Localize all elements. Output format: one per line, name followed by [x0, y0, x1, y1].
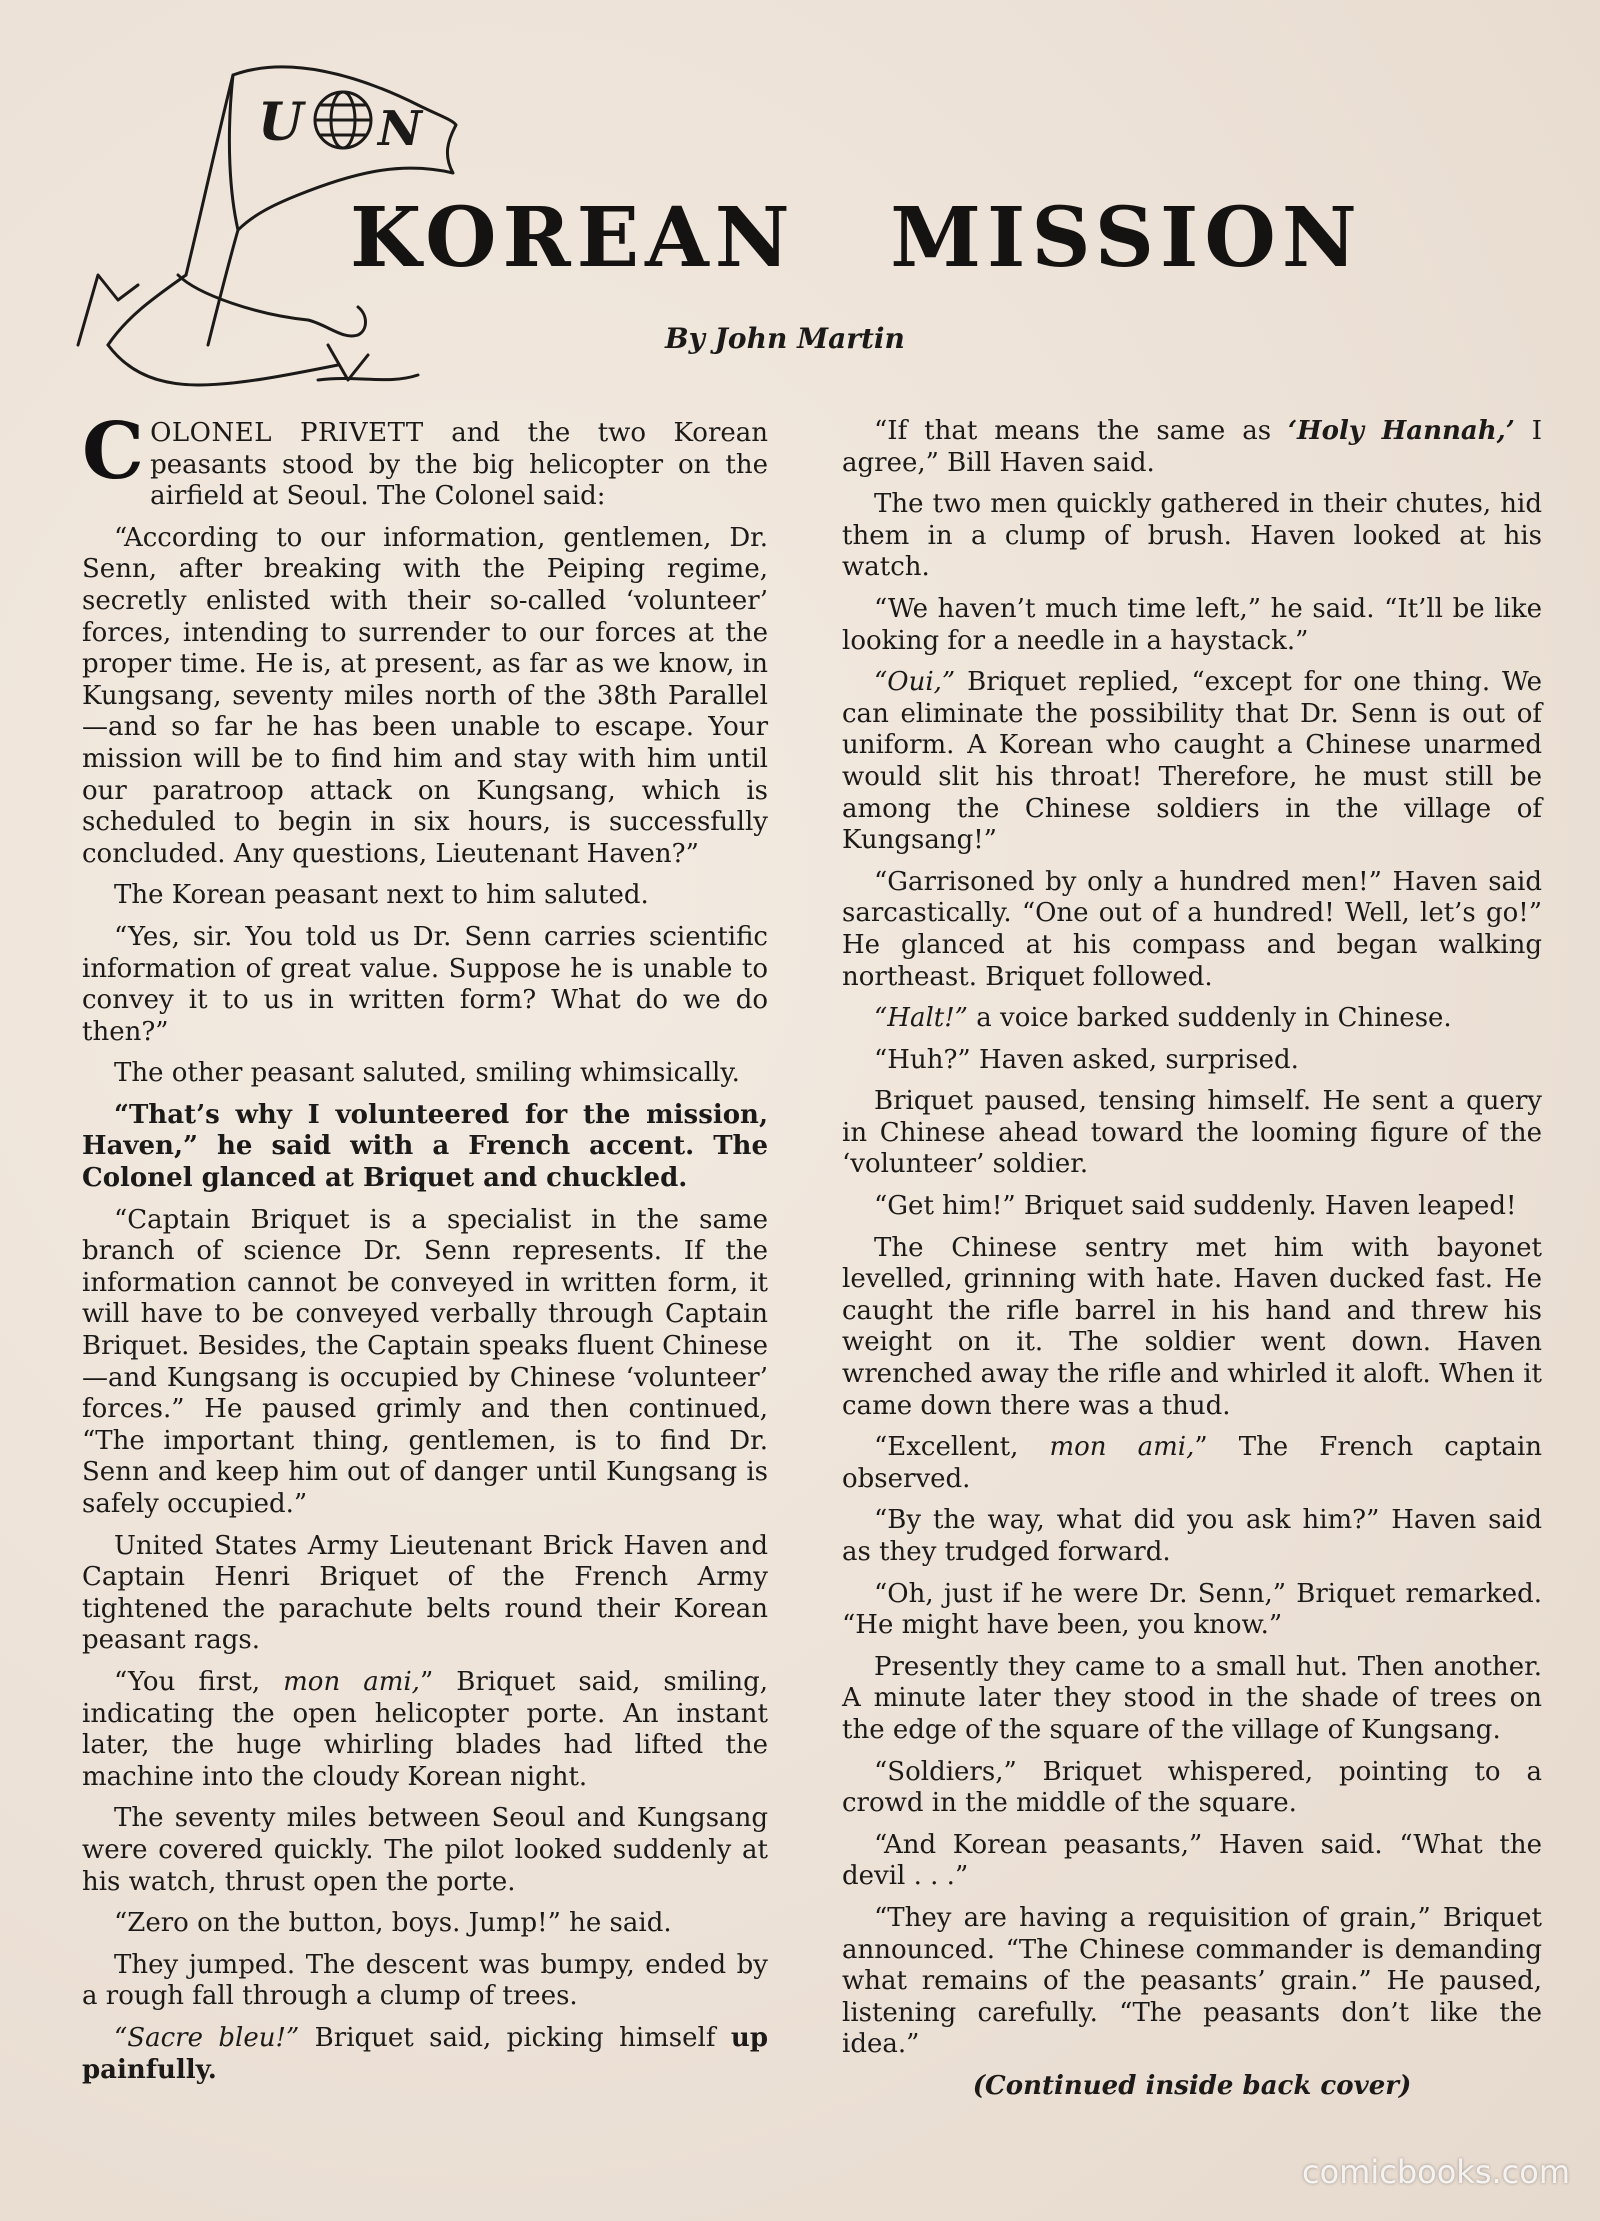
right-paragraph-5: “Garrisoned by only a hundred men!” Haven said sarcastically. “One out of a hundred! Well, let’s go!” He glanced at his compass and began walking northeast. Briquet followed. — [842, 866, 1542, 992]
left-p1-text: and the two Korean peasants stood by the big helicopter on the airfield at Seoul. The Colonel said: — [150, 418, 769, 512]
left-p9-b: ” Briquet said, smiling, indicating the open helicopter porte. An instant later, the huge whirling blades had lifted the machine into the cloudy Korean night. — [82, 1666, 768, 1792]
right-paragraph-9: “Get him!” Briquet said suddenly. Haven leaped! — [874, 1191, 1517, 1222]
left-paragraph-3: The Korean peasant next to him saluted. — [114, 880, 649, 911]
right-paragraph-15: “Soldiers,” Briquet whispered, pointing to a crowd in the middle of the square. — [842, 1756, 1542, 1819]
right-paragraph-16: “And Korean peasants,” Haven said. “What the devil . . .” — [842, 1829, 1542, 1892]
right-p4-b: Briquet replied, “except for one thing. We can eliminate the possibility that Dr. Senn is out of uniform. A Korean who caught a Chinese unarmed would slit his throat! Therefore, he must still be among the Chinese soldiers in the village of Kungsang!” — [842, 667, 1542, 856]
right-paragraph-13: “Oh, just if he were Dr. Senn,” Briquet remarked. “He might have been, you know.” — [842, 1578, 1542, 1641]
right-p1-italic: ‘Holy Hannah,’ — [1288, 416, 1515, 446]
left-paragraph-11: “Zero on the button, boys. Jump!” he said. — [114, 1908, 672, 1939]
right-p4-italic: “Oui,” — [874, 667, 956, 698]
left-p9-italic: mon ami, — [283, 1666, 420, 1697]
left-paragraph-9 — [82, 1667, 768, 1793]
right-paragraph-6 — [842, 1003, 1542, 1035]
left-p13-bold: up painfully. — [82, 2022, 769, 2085]
right-paragraph-2: The two men quickly gathered in their chutes, hid them in a clump of brush. Haven looked at his watch. — [842, 489, 1542, 583]
globe-icon — [315, 92, 371, 148]
left-paragraph-5: The other peasant saluted, smiling whimsically. — [114, 1058, 740, 1089]
right-paragraph-8: Briquet paused, tensing himself. He sent a query in Chinese ahead toward the looming figure of the ‘volunteer’ soldier. — [842, 1086, 1542, 1180]
left-paragraph-4: “Yes, sir. You told us Dr. Senn carries scientific information of great value. Suppose he is unable to convey it to us in written form? What do we do then?” — [82, 921, 768, 1047]
left-paragraph-6: “That’s why I volunteered for the mission, Haven,” he said with a French accent. The Colonel glanced at Briquet and chuckled. — [82, 1099, 768, 1194]
left-p13-italic: “Sacre bleu!” — [114, 2022, 300, 2053]
right-p6-b: a voice barked suddenly in Chinese. — [967, 1003, 1452, 1034]
right-paragraph-10: The Chinese sentry met him with bayonet levelled, grinning with hate. Haven ducked fast. He caught the rifle barrel in his hand and threw his weight on it. The soldier went down. Haven wrenched away the rifle and whirled it aloft. When it came down there was a thud. — [842, 1232, 1542, 1421]
flag-letter-n: N — [378, 101, 422, 157]
right-p6-italic: “Halt!” — [874, 1003, 968, 1034]
right-paragraph-3: “We haven’t much time left,” he said. “It’ll be like looking for a needle in a haystack.” — [842, 593, 1542, 656]
flag-letter-u: U — [258, 92, 304, 153]
right-paragraph-14: Presently they came to a small hut. Then another. A minute later they stood in the shade of trees on the edge of the square of the village of Kungsang. — [842, 1651, 1542, 1745]
byline: By John Martin — [665, 322, 905, 355]
left-paragraph-8: United States Army Lieutenant Brick Haven and Captain Henri Briquet of the French Army tightened the parachute belts round their Korean peasant rags. — [82, 1530, 768, 1656]
left-p9-a: “You first, — [114, 1666, 284, 1697]
right-paragraph-11 — [842, 1432, 1542, 1495]
left-column — [82, 406, 769, 2096]
right-p1-b: I agree,” Bill Haven said. — [842, 416, 1542, 478]
left-paragraph-13 — [82, 2023, 768, 2086]
left-paragraph-7: “Captain Briquet is a specialist in the same branch of science Dr. Senn represents. If the information cannot be conveyed in written form, it will have to be conveyed verbally through Captain Briquet. Besides, the Captain speaks fluent Chinese—and Kungsang is occupied by Chinese ‘volunteer’ forces.” He paused grimly and then continued, “The important thing, gentlemen, is to find Dr. Senn and keep him out of danger until Kungsang is safely occupied.” — [82, 1204, 768, 1519]
right-p1-a: “If that means the same as — [874, 416, 1288, 446]
drop-cap: C — [82, 406, 145, 497]
lead-caps: OLONEL PRIVETT — [150, 418, 424, 448]
left-paragraph-1 — [82, 406, 769, 513]
right-paragraph-7: “Huh?” Haven asked, surprised. — [874, 1044, 1299, 1075]
right-paragraph-1 — [842, 416, 1542, 479]
right-paragraph-17: “They are having a requisition of grain,” Briquet announced. “The Chinese commander is demanding what remains of the peasants’ grain.” He paused, listening carefully. “The peasants don’t like the idea.” — [842, 1902, 1542, 2060]
left-paragraph-12: They jumped. The descent was bumpy, ended by a rough fall through a clump of trees. — [82, 1949, 768, 2012]
right-p11-italic: mon ami, — [1049, 1432, 1195, 1463]
left-p13-a: Briquet said, picking himself — [299, 2022, 731, 2053]
left-paragraph-10: The seventy miles between Seoul and Kungsang were covered quickly. The pilot looked suddenly at his watch, thrust open the porte. — [82, 1803, 768, 1897]
right-p11-b: ” The French captain observed. — [842, 1432, 1543, 1494]
article-title: KOREAN MISSION — [350, 190, 1363, 286]
continued-note: (Continued inside back cover) — [972, 2070, 1412, 2101]
right-p11-a: “Excellent, — [874, 1432, 1050, 1463]
right-column — [842, 416, 1542, 2113]
right-paragraph-12: “By the way, what did you ask him?” Haven said as they trudged forward. — [842, 1505, 1542, 1567]
left-paragraph-2: “According to our information, gentlemen, Dr. Senn, after breaking with the Peiping regime, secretly enlisted with their so-called ‘volunteer’ forces, intending to surrender to our forces at the proper time. He is, at present, as far as we know, in Kungsang, seventy miles north of the 38th Parallel—and so far he has been unable to escape. Your mission will be to find him and stay with him until our paratroop attack on Kungsang, which is scheduled to begin in six hours, is successfully concluded. Any questions, Lieutenant Haven?” — [82, 522, 768, 869]
watermark: comicbooks.com — [1301, 2153, 1570, 2191]
right-paragraph-4 — [842, 667, 1542, 857]
